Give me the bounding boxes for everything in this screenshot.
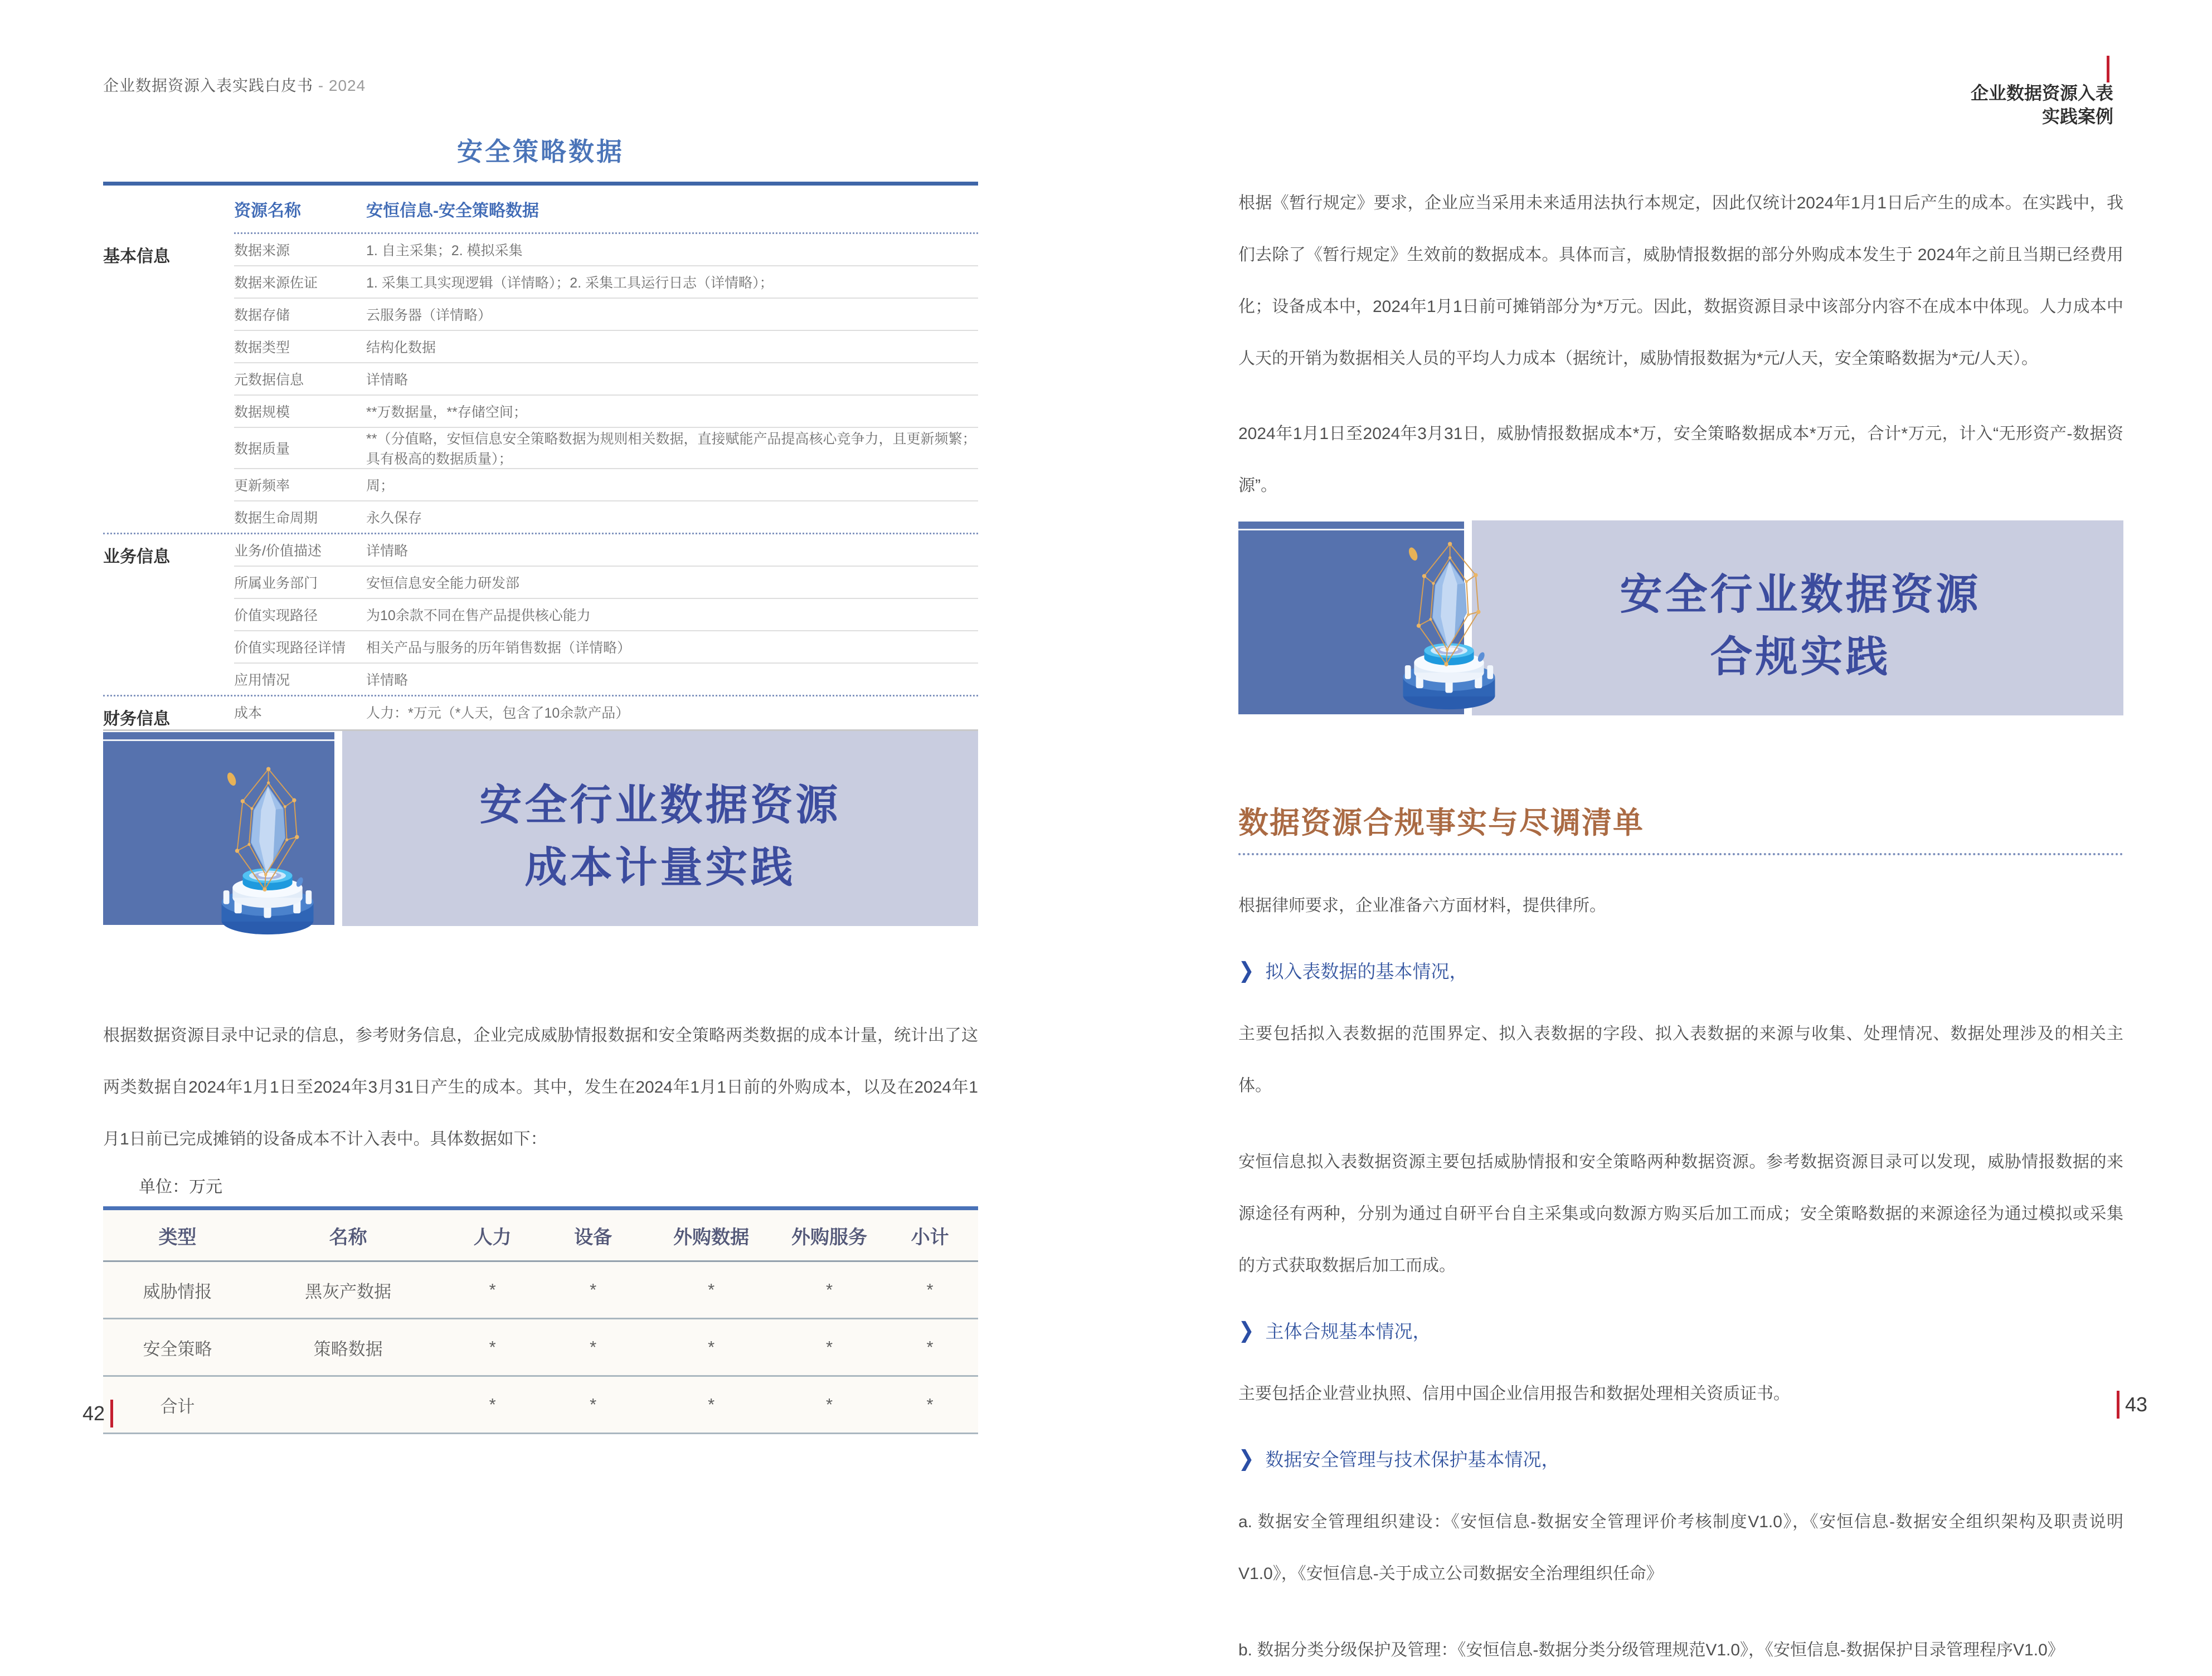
catalog-table [103,182,978,731]
table-row: 元数据信息 详情略 [234,363,978,396]
compliance-banner [1238,520,2123,715]
cost-table-header: 类型 名称 人力 设备 外购数据 外购服务 小计 [103,1210,978,1262]
data-crystal-icon [201,759,334,943]
catalog-group-finance [103,696,978,731]
table-row: 数据类型 结构化数据 [234,331,978,363]
item-a-paragraph: a. 数据安全管理组织建设：《安恒信息-数据安全管理评价考核制度V1.0》，《安恒信息-数据安全组织架构及职责说明V1.0》，《安恒信息-关于成立公司数据安全治理组织任命》 [1238,1513,2123,1583]
table-row: 价值实现路径 为10余款不同在售产品提供核心能力 [234,599,978,631]
unit-label: 单位：万元 [139,1178,222,1196]
catalog-header-value: 安恒信息-安全策略数据 [366,202,539,220]
running-header-right: 企业数据资源入表 实践案例 [1970,83,2113,126]
table-row: 成本 人力：*万元（*人天，包含了10余款产品） [234,705,630,721]
group-label: 基本信息 [103,247,170,266]
table-row: 业务/价值描述 详情略 [234,534,978,567]
section-heading: 数据资源合规事实与尽调清单 [1238,806,1644,840]
chevron-right-icon: ❯ [1238,958,1255,983]
running-header-title: 企业数据资源入表实践白皮书 [103,77,314,94]
section-divider [1238,853,2123,855]
bullet-item-data-basics: ❯ 拟入表数据的基本情况， [1238,958,1468,983]
bullet1-paragraph-a: 主要包括拟入表数据的范围界定、拟入表数据的字段、拟入表数据的来源与收集、处理情况、数据处理涉及的相关主体。 [1238,1025,2123,1095]
table-row: 数据规模 **万数据量，**存储空间； [234,396,978,428]
banner-title: 安全行业数据资源 成本计量实践 [479,782,841,891]
bullet2-paragraph: 主要包括企业营业执照、信用中国企业信用报告和数据处理相关资质证书。 [1238,1385,1790,1403]
table-row: 合计 * * * * * [103,1377,978,1434]
bullet-item-entity-compliance: ❯ 主体合规基本情况， [1238,1318,1431,1343]
table-row: 数据生命周期 永久保存 [234,510,422,526]
table-row: 应用情况 详情略 [234,673,409,688]
banner-title: 安全行业数据资源 合规实践 [1620,571,1981,681]
table-row: 价值实现路径详情 相关产品与服务的历年销售数据（详情略） [234,631,978,664]
banner-accent-line [103,739,334,741]
table-row: 数据来源 1. 自主采集；2. 模拟采集 [234,234,978,266]
catalog-header-label: 资源名称 [234,202,301,220]
cost-table [103,1206,978,1434]
banner-accent-line [1238,529,1464,530]
catalog-title: 安全策略数据 [457,137,624,166]
table-row: 数据质量 **（分值略，安恒信息安全策略数据为规则相关数据，直接赋能产品提高核心竞争力，且更新频繁；具有极高的数据质量）； [234,428,978,469]
running-header-year: - 2024 [313,77,366,94]
table-row: 数据存储 云服务器（详情略） [234,299,978,331]
table-row: 安全策略 策略数据 * * * * * [103,1319,978,1377]
table-row: 所属业务部门 安恒信息安全能力研发部 [234,567,978,599]
bullet-item-security-management: ❯ 数据安全管理与技术保护基本情况， [1238,1446,1560,1471]
group-label: 业务信息 [103,548,170,566]
footer-red-mark [2117,1391,2119,1419]
cost-banner [103,731,978,926]
catalog-group-basic [103,234,978,534]
running-header-left [103,74,978,96]
catalog-group-business [103,534,978,696]
page-42 [103,74,978,1434]
catalog-header-row [234,186,978,234]
table-row: 威胁情报 黑灰产数据 * * * * * [103,1262,978,1319]
page-number-left: 42 [82,1400,113,1427]
header-red-mark [2107,56,2109,82]
section-intro: 根据律师要求，企业准备六方面材料，提供律所。 [1238,897,1606,915]
item-b-paragraph: b. 数据分类分级保护及管理：《安恒信息-数据分类分级管理规范V1.0》，《安恒信息-数据保护目录管理程序V1.0》 [1238,1641,2064,1659]
table-row: 数据来源佐证 1. 采集工具实现逻辑（详情略）；2. 采集工具运行日志（详情略）； [234,266,978,299]
footer-red-mark [110,1400,113,1427]
chevron-right-icon: ❯ [1238,1318,1255,1343]
cost-paragraph: 根据数据资源目录中记录的信息，参考财务信息，企业完成威胁情报数据和安全策略两类数据的成本计量，统计出了这两类数据自2024年1月1日至2024年3月31日产生的成本。其中，发生在2024年1月1日前的外购成本，以及在2024年1月1日前已完成摊销的设备成本不计入表中。具体数据如下： [103,1026,978,1148]
compliance-paragraph-2: 2024年1月1日至2024年3月31日，威胁情报数据成本*万，安全策略数据成本*万元，合计*万元，计入“无形资产-数据资源”。 [1238,425,2123,495]
group-label: 财务信息 [103,710,170,728]
chevron-right-icon: ❯ [1238,1446,1255,1471]
bullet1-paragraph-b: 安恒信息拟入表数据资源主要包括威胁情报和安全策略两种数据资源。参考数据资源目录可以发现，威胁情报数据的来源途径有两种，分别为通过自研平台自主采集或向数源方购买后加工而成；安全策略数据的来源途径为通过模拟或采集的方式获取数据后加工而成。 [1238,1153,2123,1275]
table-row: 更新频率 周； [234,469,978,501]
page-43 [1238,177,2123,1676]
compliance-paragraph-1: 根据《暂行规定》要求，企业应当采用未来适用法执行本规定，因此仅统计2024年1月1日后产生的成本。在实践中，我们去除了《暂行规定》生效前的数据成本。具体而言，威胁情报数据的部分外购成本发生于 2024年之前且当期已经费用化；设备成本中，2024年1月1日前可摊销部分为*万元。因此，数据资源目录中该部分内容不在成本中体现。人力成本中人天的开销为数据相关人员的平均人力成本（据统计，威胁情报数据为*元/人天，安全策略数据为*元/人天）。 [1238,194,2123,368]
page-number-right: 43 [2117,1391,2147,1419]
